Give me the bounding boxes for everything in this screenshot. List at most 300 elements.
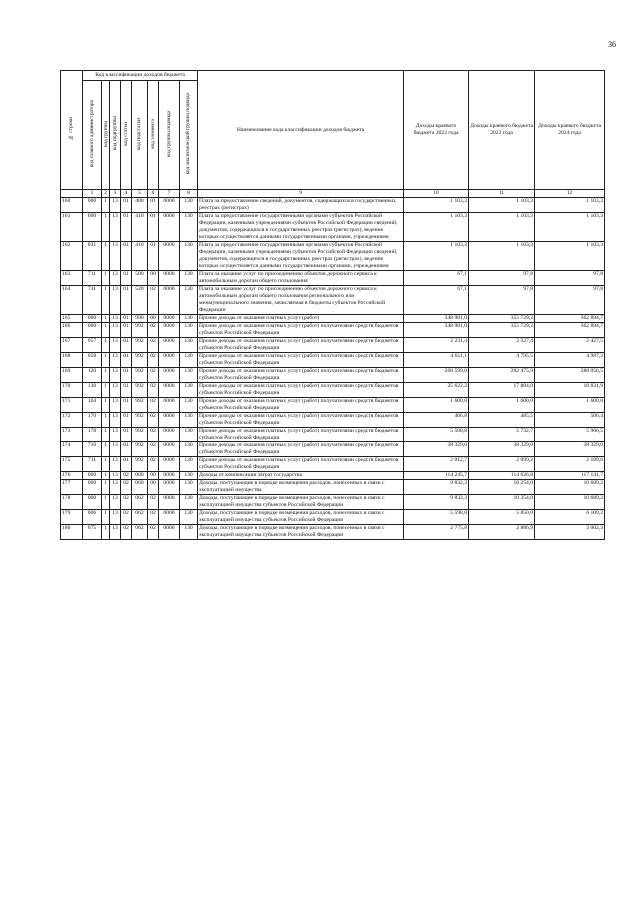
amount-2024-cell: 10 689,2 xyxy=(535,495,605,510)
element-code-cell: 02 xyxy=(148,322,159,337)
column-number: 4 xyxy=(121,190,132,198)
table-row xyxy=(61,397,605,412)
admin-code-cell: 058 xyxy=(83,352,102,367)
subtype-group-code-cell: 0000 xyxy=(159,285,180,314)
classification-group-header: Код классификации доходов бюджета xyxy=(83,71,198,81)
article-code-cell: 02 xyxy=(121,480,132,495)
amount-2023-cell: 485,5 xyxy=(469,412,535,427)
amount-2024-cell: 18 831,9 xyxy=(535,382,605,397)
analytic-group-code-cell: 130 xyxy=(180,397,198,412)
analytic-group-code-cell: 130 xyxy=(180,480,198,495)
table-row xyxy=(61,457,605,472)
amount-2022-cell: 5 508,8 xyxy=(404,427,469,442)
amount-2022-cell: 2 012,7 xyxy=(404,457,469,472)
subarticle-code-cell: 520 xyxy=(132,285,148,314)
table-row xyxy=(61,382,605,397)
table-row xyxy=(61,412,605,427)
amount-2022-cell: 1 600,0 xyxy=(404,397,469,412)
subgroup-code-cell: 13 xyxy=(110,397,121,412)
analytic-group-code-cell: 130 xyxy=(180,472,198,480)
element-code-cell: 02 xyxy=(148,495,159,510)
article-code-header: код статьи xyxy=(121,81,132,190)
amount-2023-cell: 4 795,5 xyxy=(469,352,535,367)
element-code-cell: 02 xyxy=(148,427,159,442)
amount-2022-cell: 25 622,2 xyxy=(404,382,469,397)
subgroup-code-cell: 13 xyxy=(110,510,121,525)
subtype-group-code-cell: 0000 xyxy=(159,367,180,382)
element-code-cell: 02 xyxy=(148,382,159,397)
element-code-cell: 02 xyxy=(148,510,159,525)
article-code-cell: 01 xyxy=(121,367,132,382)
amount-2024-cell: 1 103,3 xyxy=(535,212,605,241)
admin-code-cell: 000 xyxy=(83,322,102,337)
amount-2023-cell: 1 103,3 xyxy=(469,241,535,270)
analytic-group-code-cell: 130 xyxy=(180,367,198,382)
group-code-cell: 1 xyxy=(102,314,110,322)
amount-2022-cell: 348 981,0 xyxy=(404,314,469,322)
table-row xyxy=(61,510,605,525)
element-code-cell: 02 xyxy=(148,525,159,540)
table-row xyxy=(61,198,605,213)
admin-code-cell: 711 xyxy=(83,270,102,285)
admin-code-cell: 000 xyxy=(83,198,102,213)
amount-2024-cell: 1 103,3 xyxy=(535,241,605,270)
column-number: 9 xyxy=(198,190,404,198)
amount-2024-cell: 362 894,7 xyxy=(535,322,605,337)
row-number-cell: 162 xyxy=(61,241,83,270)
name-column-header: Наименование кода классификации доходов бюджета xyxy=(198,71,404,190)
subarticle-code-cell: 992 xyxy=(132,382,148,397)
article-code-cell: 01 xyxy=(121,285,132,314)
subgroup-code-cell: 13 xyxy=(110,367,121,382)
column-number: 10 xyxy=(404,190,469,198)
article-code-cell: 01 xyxy=(121,241,132,270)
subarticle-code-cell: 062 xyxy=(132,495,148,510)
subtype-group-code-cell: 0000 xyxy=(159,442,180,457)
amount-2024-cell: 1 600,0 xyxy=(535,397,605,412)
amount-2022-cell: 5 598,0 xyxy=(404,510,469,525)
amount-2024-cell: 97,8 xyxy=(535,270,605,285)
subtype-group-code-cell: 0000 xyxy=(159,472,180,480)
article-code-cell: 01 xyxy=(121,427,132,442)
revenue-name-cell: Доходы, поступающие в порядке возмещения расходов, понесенных в связи с эксплуатацией имущества субъектов Российской Федерации xyxy=(198,510,404,525)
admin-code-cell: 000 xyxy=(83,212,102,241)
article-code-cell: 01 xyxy=(121,212,132,241)
analytic-group-code-cell: 130 xyxy=(180,457,198,472)
subtype-group-code-cell: 0000 xyxy=(159,457,180,472)
column-number-blank xyxy=(61,190,83,198)
analytic-group-code-cell: 130 xyxy=(180,241,198,270)
admin-code-cell: 130 xyxy=(83,382,102,397)
revenue-name-cell: Плата за предоставление государственными органами субъектов Российской Федерации, казенными учреждениями субъектов Российской Федерации сведений, документов, содержащихся в государственных реестрах (регистрах), ведение которых осуществляется данными государственными органами, учреждениями xyxy=(198,241,404,270)
subtype-group-code-cell: 0000 xyxy=(159,241,180,270)
revenue-name-cell: Прочие доходы от оказания платных услуг (работ) получателями средств бюджетов субъектов Российской Федерации xyxy=(198,367,404,382)
amount-2022-cell: 67,1 xyxy=(404,285,469,314)
table-row xyxy=(61,270,605,285)
table-row xyxy=(61,314,605,322)
column-number: 2 xyxy=(102,190,110,198)
group-code-cell: 1 xyxy=(102,198,110,213)
subarticle-code-cell: 992 xyxy=(132,337,148,352)
revenue-name-cell: Прочие доходы от оказания платных услуг (работ) получателями средств бюджетов субъектов Российской Федерации xyxy=(198,457,404,472)
group-code-cell: 1 xyxy=(102,352,110,367)
amount-2022-cell: 38 329,0 xyxy=(404,442,469,457)
analytic-group-code-cell: 130 xyxy=(180,270,198,285)
amount-2022-cell: 466,8 xyxy=(404,412,469,427)
amount-2024-cell: 3 002,3 xyxy=(535,525,605,540)
subgroup-code-cell: 13 xyxy=(110,270,121,285)
admin-code-cell: 711 xyxy=(83,285,102,314)
article-code-cell: 01 xyxy=(121,270,132,285)
subtype-group-code-cell: 0000 xyxy=(159,427,180,442)
subarticle-code-cell: 992 xyxy=(132,397,148,412)
amount-2024-cell: 2 189,6 xyxy=(535,457,605,472)
subgroup-code-cell: 13 xyxy=(110,382,121,397)
element-code-cell: 02 xyxy=(148,285,159,314)
subtype-group-code-cell: 0000 xyxy=(159,510,180,525)
subtype-group-code-cell: 0000 xyxy=(159,412,180,427)
amount-2024-cell: 6 109,2 xyxy=(535,510,605,525)
element-code-cell: 00 xyxy=(148,314,159,322)
subgroup-code-cell: 13 xyxy=(110,412,121,427)
group-code-cell: 1 xyxy=(102,382,110,397)
subarticle-code-cell: 062 xyxy=(132,525,148,540)
article-code-cell: 01 xyxy=(121,352,132,367)
group-code-cell: 1 xyxy=(102,427,110,442)
analytic-group-code-cell: 130 xyxy=(180,525,198,540)
amount-2023-cell: 114 626,8 xyxy=(469,472,535,480)
subgroup-code-cell: 13 xyxy=(110,472,121,480)
revenue-classification-table xyxy=(60,70,605,540)
element-code-cell: 02 xyxy=(148,397,159,412)
revenue-name-cell: Прочие доходы от оказания платных услуг (работ) xyxy=(198,314,404,322)
subtype-group-code-cell: 0000 xyxy=(159,352,180,367)
admin-code-cell: 170 xyxy=(83,412,102,427)
row-number-cell: 160 xyxy=(61,198,83,213)
subtype-group-code-header: код группы подвида xyxy=(159,81,180,190)
amount-2023-cell: 1 600,0 xyxy=(469,397,535,412)
table-row xyxy=(61,472,605,480)
admin-code-cell: 031 xyxy=(83,241,102,270)
analytic-group-code-header: код аналитической группы подвида xyxy=(180,81,198,190)
group-code-cell: 1 xyxy=(102,212,110,241)
year-2022-header: Доходы краевого бюджета 2022 года xyxy=(404,71,469,190)
element-code-cell: 02 xyxy=(148,367,159,382)
row-number-cell: 173 xyxy=(61,427,83,442)
article-code-cell: 01 xyxy=(121,397,132,412)
subarticle-code-cell: 400 xyxy=(132,198,148,213)
amount-2024-cell: 10 689,2 xyxy=(535,480,605,495)
group-code-cell: 1 xyxy=(102,337,110,352)
subarticle-code-cell: 992 xyxy=(132,412,148,427)
admin-code-cell: 711 xyxy=(83,457,102,472)
subtype-group-code-cell: 0000 xyxy=(159,382,180,397)
subgroup-code-cell: 13 xyxy=(110,352,121,367)
amount-2024-cell: 38 329,0 xyxy=(535,442,605,457)
row-number-cell: 168 xyxy=(61,352,83,367)
analytic-group-code-cell: 130 xyxy=(180,212,198,241)
amount-2023-cell: 355 729,2 xyxy=(469,322,535,337)
element-code-cell: 02 xyxy=(148,457,159,472)
subarticle-code-cell: 062 xyxy=(132,510,148,525)
subtype-group-code-cell: 0000 xyxy=(159,495,180,510)
group-code-cell: 1 xyxy=(102,412,110,427)
element-code-cell: 01 xyxy=(148,212,159,241)
amount-2023-cell: 97,8 xyxy=(469,285,535,314)
analytic-group-code-cell: 130 xyxy=(180,198,198,213)
group-code-cell: 1 xyxy=(102,510,110,525)
admin-code-header: код главного администратора xyxy=(83,81,102,190)
analytic-group-code-cell: 130 xyxy=(180,337,198,352)
amount-2022-cell: 348 981,0 xyxy=(404,322,469,337)
group-code-cell: 1 xyxy=(102,397,110,412)
amount-2024-cell: 362 894,7 xyxy=(535,314,605,322)
table-row xyxy=(61,495,605,510)
revenue-name-cell: Доходы от компенсации затрат государства xyxy=(198,472,404,480)
group-code-cell: 1 xyxy=(102,270,110,285)
subgroup-code-cell: 13 xyxy=(110,212,121,241)
revenue-name-cell: Прочие доходы от оказания платных услуг (работ) получателями средств бюджетов субъектов Российской Федерации xyxy=(198,442,404,457)
revenue-name-cell: Доходы, поступающие в порядке возмещения расходов, понесенных в связи с эксплуатацией имущества субъектов Российской Федерации xyxy=(198,495,404,510)
analytic-group-code-cell: 130 xyxy=(180,322,198,337)
admin-code-cell: 006 xyxy=(83,510,102,525)
amount-2023-cell: 5 850,0 xyxy=(469,510,535,525)
group-code-cell: 1 xyxy=(102,241,110,270)
article-code-cell: 01 xyxy=(121,314,132,322)
column-number: 5 xyxy=(132,190,148,198)
revenue-name-cell: Прочие доходы от оказания платных услуг (работ) получателями средств бюджетов субъектов Российской Федерации xyxy=(198,397,404,412)
amount-2022-cell: 1 103,3 xyxy=(404,241,469,270)
subarticle-code-cell: 992 xyxy=(132,322,148,337)
column-number: 8 xyxy=(180,190,198,198)
column-number: 12 xyxy=(535,190,605,198)
amount-2022-cell: 268 599,0 xyxy=(404,367,469,382)
group-code-cell: 1 xyxy=(102,472,110,480)
table-row xyxy=(61,442,605,457)
admin-code-cell: 000 xyxy=(83,472,102,480)
article-code-cell: 01 xyxy=(121,382,132,397)
page-number: 36 xyxy=(608,40,616,49)
element-code-cell: 02 xyxy=(148,337,159,352)
group-code-cell: 1 xyxy=(102,285,110,314)
group-code-cell: 1 xyxy=(102,457,110,472)
subgroup-code-cell: 13 xyxy=(110,322,121,337)
row-number-cell: 164 xyxy=(61,285,83,314)
table-row xyxy=(61,212,605,241)
amount-2022-cell: 1 103,3 xyxy=(404,212,469,241)
admin-code-cell: 710 xyxy=(83,442,102,457)
subgroup-code-cell: 13 xyxy=(110,442,121,457)
row-number-cell: 169 xyxy=(61,367,83,382)
subgroup-code-cell: 13 xyxy=(110,314,121,322)
subtype-group-code-cell: 0000 xyxy=(159,212,180,241)
table-row xyxy=(61,285,605,314)
row-number-cell: 171 xyxy=(61,397,83,412)
amount-2024-cell: 288 056,5 xyxy=(535,367,605,382)
year-2024-header: Доходы краевого бюджета 2024 года xyxy=(535,71,605,190)
analytic-group-code-cell: 130 xyxy=(180,442,198,457)
year-2023-header: Доходы краевого бюджета 2023 года xyxy=(469,71,535,190)
revenue-name-cell: Плата за предоставление государственными органами субъектов Российской Федерации, казенными учреждениями субъектов Российской Федерации сведений, документов, содержащихся в государственных реестрах (регистрах), ведение которых осуществляется данными государственными органами, учреждениями xyxy=(198,212,404,241)
row-number-cell: 178 xyxy=(61,495,83,510)
subtype-group-code-cell: 0000 xyxy=(159,314,180,322)
element-code-header: код элемента xyxy=(148,81,159,190)
amount-2022-cell: 4 611,1 xyxy=(404,352,469,367)
amount-2024-cell: 117 141,7 xyxy=(535,472,605,480)
subtype-group-code-cell: 0000 xyxy=(159,525,180,540)
revenue-name-cell: Прочие доходы от оказания платных услуг (работ) получателями средств бюджетов субъектов Российской Федерации xyxy=(198,322,404,337)
article-code-cell: 01 xyxy=(121,457,132,472)
amount-2022-cell: 67,1 xyxy=(404,270,469,285)
admin-code-cell: 120 xyxy=(83,367,102,382)
amount-2023-cell: 1 103,3 xyxy=(469,212,535,241)
revenue-name-cell: Плата за оказание услуг по присоединению объектов дорожного сервиса к автомобильным дорогам общего пользования xyxy=(198,270,404,285)
table-row xyxy=(61,525,605,540)
element-code-cell: 02 xyxy=(148,352,159,367)
amount-2022-cell: 2 231,4 xyxy=(404,337,469,352)
article-code-cell: 01 xyxy=(121,337,132,352)
article-code-cell: 01 xyxy=(121,442,132,457)
column-number-row xyxy=(61,190,605,198)
amount-2022-cell: 9 832,3 xyxy=(404,495,469,510)
subarticle-code-cell: 500 xyxy=(132,270,148,285)
subarticle-code-cell: 410 xyxy=(132,212,148,241)
analytic-group-code-cell: 130 xyxy=(180,412,198,427)
revenue-name-cell: Прочие доходы от оказания платных услуг (работ) получателями средств бюджетов субъектов Российской Федерации xyxy=(198,412,404,427)
admin-code-cell: 000 xyxy=(83,495,102,510)
amount-2023-cell: 38 329,0 xyxy=(469,442,535,457)
subtype-group-code-cell: 0000 xyxy=(159,322,180,337)
table-row xyxy=(61,427,605,442)
admin-code-cell: 000 xyxy=(83,480,102,495)
analytic-group-code-cell: 130 xyxy=(180,427,198,442)
group-code-cell: 1 xyxy=(102,367,110,382)
revenue-name-cell: Прочие доходы от оказания платных услуг (работ) получателями средств бюджетов субъектов Российской Федерации xyxy=(198,382,404,397)
row-number-header: № строки xyxy=(61,71,83,190)
revenue-name-cell: Прочие доходы от оказания платных услуг (работ) получателями средств бюджетов субъектов Российской Федерации xyxy=(198,427,404,442)
table-row xyxy=(61,480,605,495)
amount-2024-cell: 97,8 xyxy=(535,285,605,314)
table-row xyxy=(61,367,605,382)
amount-2023-cell: 97,8 xyxy=(469,270,535,285)
analytic-group-code-cell: 130 xyxy=(180,510,198,525)
revenue-name-cell: Доходы, поступающие в порядке возмещения расходов, понесенных в связи с эксплуатацией имущества субъектов Российской Федерации xyxy=(198,525,404,540)
subgroup-code-cell: 13 xyxy=(110,480,121,495)
column-number: 3 xyxy=(110,190,121,198)
group-code-header: код группы xyxy=(102,81,110,190)
amount-2022-cell: 114 245,7 xyxy=(404,472,469,480)
article-code-cell: 02 xyxy=(121,510,132,525)
subarticle-code-cell: 992 xyxy=(132,457,148,472)
analytic-group-code-cell: 130 xyxy=(180,285,198,314)
amount-2024-cell: 1 103,3 xyxy=(535,198,605,213)
amount-2024-cell: 506,4 xyxy=(535,412,605,427)
table-row xyxy=(61,352,605,367)
subgroup-code-cell: 13 xyxy=(110,337,121,352)
analytic-group-code-cell: 130 xyxy=(180,314,198,322)
table-row xyxy=(61,337,605,352)
table-row xyxy=(61,322,605,337)
subtype-group-code-cell: 0000 xyxy=(159,270,180,285)
subtype-group-code-cell: 0000 xyxy=(159,198,180,213)
revenue-name-cell: Плата за оказание услуг по присоединению объектов дорожного сервиса к автомобильным дорогам общего пользования регионального или межмуниципального значения, зачисляемая в бюджеты субъектов Российской Федерации xyxy=(198,285,404,314)
row-number-cell: 174 xyxy=(61,442,83,457)
amount-2023-cell: 1 103,3 xyxy=(469,198,535,213)
subtype-group-code-cell: 0000 xyxy=(159,397,180,412)
element-code-cell: 02 xyxy=(148,412,159,427)
amount-2023-cell: 10 254,0 xyxy=(469,495,535,510)
amount-2022-cell: 2 775,8 xyxy=(404,525,469,540)
admin-code-cell: 057 xyxy=(83,337,102,352)
admin-code-cell: 164 xyxy=(83,397,102,412)
table-row xyxy=(61,241,605,270)
subtype-group-code-cell: 0000 xyxy=(159,337,180,352)
revenue-name-cell: Прочие доходы от оказания платных услуг (работ) получателями средств бюджетов субъектов Российской Федерации xyxy=(198,352,404,367)
column-number: 6 xyxy=(148,190,159,198)
admin-code-cell: 075 xyxy=(83,525,102,540)
admin-code-cell: 178 xyxy=(83,427,102,442)
subgroup-code-cell: 13 xyxy=(110,198,121,213)
row-number-cell: 166 xyxy=(61,322,83,337)
analytic-group-code-cell: 130 xyxy=(180,382,198,397)
group-code-cell: 1 xyxy=(102,495,110,510)
amount-2023-cell: 2 886,9 xyxy=(469,525,535,540)
amount-2024-cell: 4 987,3 xyxy=(535,352,605,367)
subgroup-code-cell: 13 xyxy=(110,457,121,472)
row-number-cell: 175 xyxy=(61,457,83,472)
article-code-cell: 01 xyxy=(121,198,132,213)
amount-2022-cell: 1 103,3 xyxy=(404,198,469,213)
column-number: 11 xyxy=(469,190,535,198)
amount-2024-cell: 2 427,5 xyxy=(535,337,605,352)
row-number-cell: 177 xyxy=(61,480,83,495)
article-code-cell: 02 xyxy=(121,495,132,510)
analytic-group-code-cell: 130 xyxy=(180,495,198,510)
row-number-cell: 161 xyxy=(61,212,83,241)
revenue-name-cell: Плата за предоставление сведений, документов, содержащихся в государственных реестрах (регистрах) xyxy=(198,198,404,213)
column-number: 7 xyxy=(159,190,180,198)
article-code-cell: 02 xyxy=(121,525,132,540)
amount-2023-cell: 2 099,2 xyxy=(469,457,535,472)
group-code-cell: 1 xyxy=(102,525,110,540)
subarticle-code-header: код подстатьи xyxy=(132,81,148,190)
amount-2023-cell: 2 327,4 xyxy=(469,337,535,352)
article-code-cell: 02 xyxy=(121,472,132,480)
element-code-cell: 01 xyxy=(148,198,159,213)
subgroup-code-cell: 13 xyxy=(110,495,121,510)
element-code-cell: 00 xyxy=(148,480,159,495)
group-code-cell: 1 xyxy=(102,442,110,457)
row-number-cell: 170 xyxy=(61,382,83,397)
admin-code-cell: 000 xyxy=(83,314,102,322)
subgroup-code-cell: 13 xyxy=(110,285,121,314)
revenue-name-cell: Прочие доходы от оказания платных услуг (работ) получателями средств бюджетов субъектов Российской Федерации xyxy=(198,337,404,352)
row-number-cell: 163 xyxy=(61,270,83,285)
subarticle-code-cell: 060 xyxy=(132,480,148,495)
group-code-cell: 1 xyxy=(102,480,110,495)
article-code-cell: 01 xyxy=(121,322,132,337)
column-number: 1 xyxy=(83,190,102,198)
subarticle-code-cell: 992 xyxy=(132,352,148,367)
amount-2022-cell: 9 832,3 xyxy=(404,480,469,495)
subarticle-code-cell: 990 xyxy=(132,314,148,322)
subarticle-code-cell: 992 xyxy=(132,442,148,457)
subgroup-code-cell: 13 xyxy=(110,525,121,540)
row-number-cell: 179 xyxy=(61,510,83,525)
article-code-cell: 01 xyxy=(121,412,132,427)
analytic-group-code-cell: 130 xyxy=(180,352,198,367)
amount-2023-cell: 10 254,0 xyxy=(469,480,535,495)
